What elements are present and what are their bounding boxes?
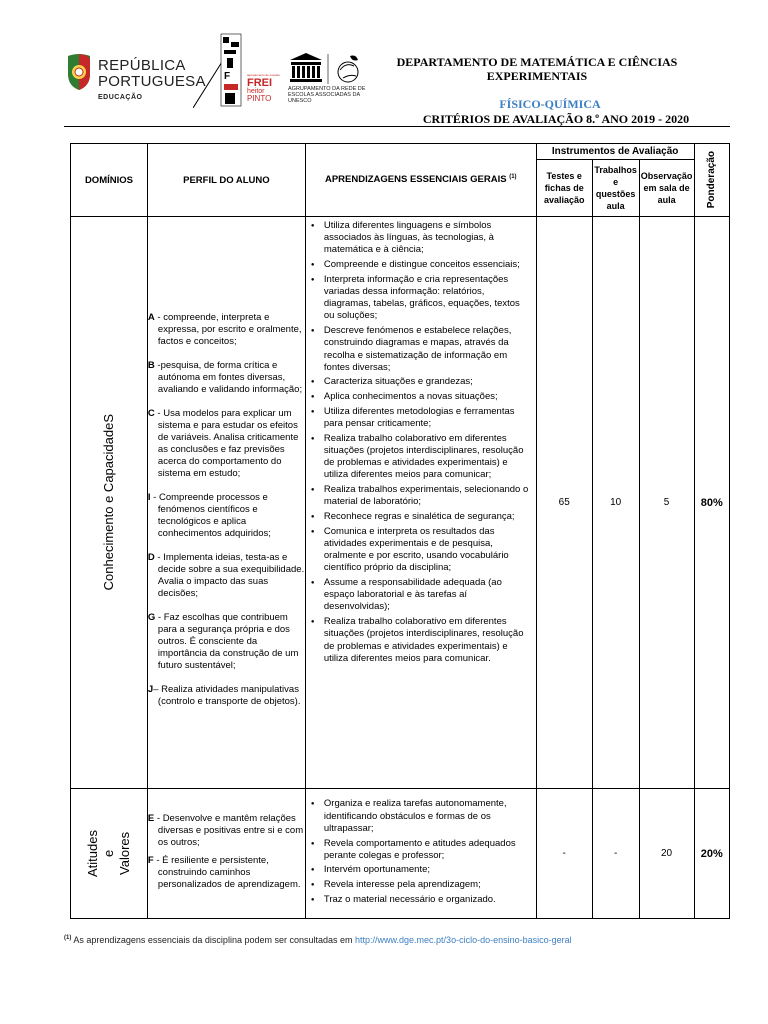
department-line2: EXPERIMENTAIS	[486, 69, 588, 83]
domain-cell	[71, 789, 148, 919]
list-item: ● Caracteriza situações e grandezas;	[324, 376, 532, 388]
document-header	[0, 0, 768, 130]
educacao-label: EDUCAÇÃO	[98, 94, 143, 101]
list-item: ● Realiza trabalho colaborativo em diferentes situações (projetos interdisciplinares, resolução de problemas e atividades experimentais) e utiliza diferentes meios para comunicar;	[324, 433, 532, 482]
svg-text:heitor: heitor	[247, 88, 265, 95]
republica-portuguesa-wordmark	[98, 58, 206, 101]
list-item: ● Descreve fenómenos e estabelece relações, construindo diagramas e mapas, através da recolha e sistematização de informação em fontes diversas;	[324, 325, 532, 374]
list-item: ● Revela comportamento e atitudes adequados perante colegas e professor;	[324, 838, 532, 862]
svg-text:FREI: FREI	[247, 77, 273, 89]
domain-label	[85, 830, 133, 877]
republica-line2: PORTUGUESA	[98, 73, 206, 90]
subject-title: FÍSICO-QUÍMICA	[499, 97, 601, 111]
department-line1: DEPARTAMENTO DE MATEMÁTICA E CIÊNCIAS	[396, 55, 678, 69]
list-item: ● Revela interesse pela aprendizagem;	[324, 879, 532, 891]
header-observacao: Observação em sala de aula	[639, 160, 694, 217]
header-perfil: PERFIL DO ALUNO	[147, 144, 305, 217]
criteria-title: CRITÉRIOS DE AVALIAÇÃO 8.º ANO 2019 - 2020	[422, 112, 690, 126]
svg-text:F: F	[224, 71, 231, 82]
aprendizagens-list	[306, 795, 536, 911]
header-instrumentos: Instrumentos de Avaliação	[536, 144, 694, 160]
header-aprendizagens-sup: (1)	[509, 174, 517, 181]
list-item: ● Comunica e interpreta os resultados das atividades experimentais e de pesquisa, oralmente e por escrito, usando vocabulário científico próprio da disciplina;	[324, 526, 532, 575]
evaluation-criteria-table	[70, 143, 730, 919]
footnote-marker: (1)	[64, 935, 72, 941]
profile-item: J– Realiza atividades manipulativas (controlo e transporte de objetos).	[147, 683, 301, 707]
list-item: ● Realiza trabalhos experimentais, selecionando o material de laboratório;	[324, 484, 532, 508]
header-ponderacao	[694, 144, 729, 217]
table-row	[71, 789, 730, 919]
header-testes: Testes e fichas de avaliação	[536, 160, 592, 217]
header-dominios: DOMÍNIOS	[71, 144, 148, 217]
profile-item: F - É resiliente e persistente, construindo caminhos personalizados de aprendizagem.	[147, 854, 301, 890]
ponderacao-value: 80%	[694, 217, 729, 789]
svg-text:agrupamento de escolas: agrupamento de escolas	[247, 73, 280, 77]
list-item: ● Aplica conhecimentos a novas situações;	[324, 391, 532, 403]
profile-cell	[147, 789, 305, 919]
observacao-value: 5	[639, 217, 694, 789]
list-item: ● Traz o material necessário e organizado.	[324, 894, 532, 906]
footnote	[64, 935, 572, 945]
list-item: ● Reconhece regras e sinalética de segurança;	[324, 511, 532, 523]
testes-value: 65	[536, 217, 592, 789]
profile-item: E - Desenvolve e mantêm relações diversas e positivas entre si e com os outros;	[147, 812, 304, 848]
header-trabalhos: Trabalhos e questões aula	[592, 160, 639, 217]
list-item: ● Utiliza diferentes linguagens e símbolos associados às línguas, às tecnologias, à matemática e à ciência;	[324, 220, 532, 257]
list-item: ● Organiza e realiza tarefas autonomamente, identificando obstáculos e formas de os ultrapassar;	[324, 798, 532, 835]
department-title	[380, 55, 694, 83]
table-row	[71, 217, 730, 789]
domain-cell	[71, 217, 148, 789]
ponderacao-value: 20%	[694, 789, 729, 919]
list-item: ● Utiliza diferentes metodologias e ferramentas para pensar criticamente;	[324, 406, 532, 430]
testes-value: -	[536, 789, 592, 919]
svg-text:PINTO: PINTO	[247, 94, 272, 103]
aprendizagens-cell	[305, 217, 536, 789]
header-aprendizagens	[305, 144, 536, 217]
header-divider	[64, 126, 730, 127]
trabalhos-value: 10	[592, 217, 639, 789]
domain-label: Conhecimento e CapacidadeS	[101, 414, 117, 591]
trabalhos-value: -	[592, 789, 639, 919]
school-logo	[193, 32, 283, 108]
profile-item: B -pesquisa, de forma crítica e autónoma em fontes diversas, avaliando e validando informação;	[147, 359, 303, 395]
aprendizagens-list	[306, 217, 536, 670]
republica-line1: REPÚBLICA	[98, 57, 186, 74]
profile-item: A - compreende, interpreta e expressa, por escrito e oralmente, factos e conceitos;	[147, 311, 302, 347]
footnote-text: As aprendizagens essenciais da disciplina podem ser consultadas em	[71, 935, 356, 945]
profile-item: I - Compreende processos e fenómenos científicos e tecnológicos e aplica conhecimentos adquiridos;	[147, 491, 271, 539]
list-item: ● Interpreta informação e cria representações variadas dessa informação: relatórios, diagramas, tabelas, gráficos, equações, textos ou soluções;	[324, 274, 532, 323]
list-item: ● Assume a responsabilidade adequada (ao espaço laboratorial e às tarefas aí desenvolvidas);	[324, 577, 532, 614]
aprendizagens-cell	[305, 789, 536, 919]
profile-item: D - Implementa ideias, testa-as e decide sobre a sua exequibilidade. Avalia o impacto das suas decisões;	[147, 551, 305, 599]
footnote-link[interactable]: http://www.dge.mec.pt/3o-ciclo-do-ensino-basico-geral	[355, 935, 572, 945]
unesco-caption: AGRUPAMENTO DA REDE DE ESCOLAS ASSOCIADAS DA UNESCO	[288, 86, 366, 104]
unesco-logo	[288, 52, 378, 86]
list-item: ● Intervém oportunamente;	[324, 864, 532, 876]
observacao-value: 20	[639, 789, 694, 919]
list-item: ● Realiza trabalho colaborativo em diferentes situações (projetos interdisciplinares, resolução de problemas e atividades experimentais) e utiliza diferentes meios para comunicar.	[324, 616, 532, 665]
domain-line: Atitudes	[84, 830, 100, 877]
profile-item: G - Faz escolhas que contribuem para a segurança própria e dos outros. É consciente da importância da construção de um futuro sustentável;	[147, 611, 299, 671]
list-item: ● Compreende e distingue conceitos essenciais;	[324, 259, 532, 271]
header-aprendizagens-label: APRENDIZAGENS ESSENCIAIS GERAIS	[324, 174, 507, 186]
domain-line: e	[100, 849, 116, 858]
profile-cell	[147, 217, 305, 789]
republica-portuguesa-emblem	[64, 52, 94, 92]
domain-line: Valores	[116, 831, 132, 876]
profile-item: C - Usa modelos para explicar um sistema e para estudar os efeitos de variáveis. Analisa criticamente as conclusões e faz previsões acerca do comportamento do sistema em estudo;	[147, 407, 299, 479]
header-ponderacao-label: Ponderação	[706, 151, 718, 209]
